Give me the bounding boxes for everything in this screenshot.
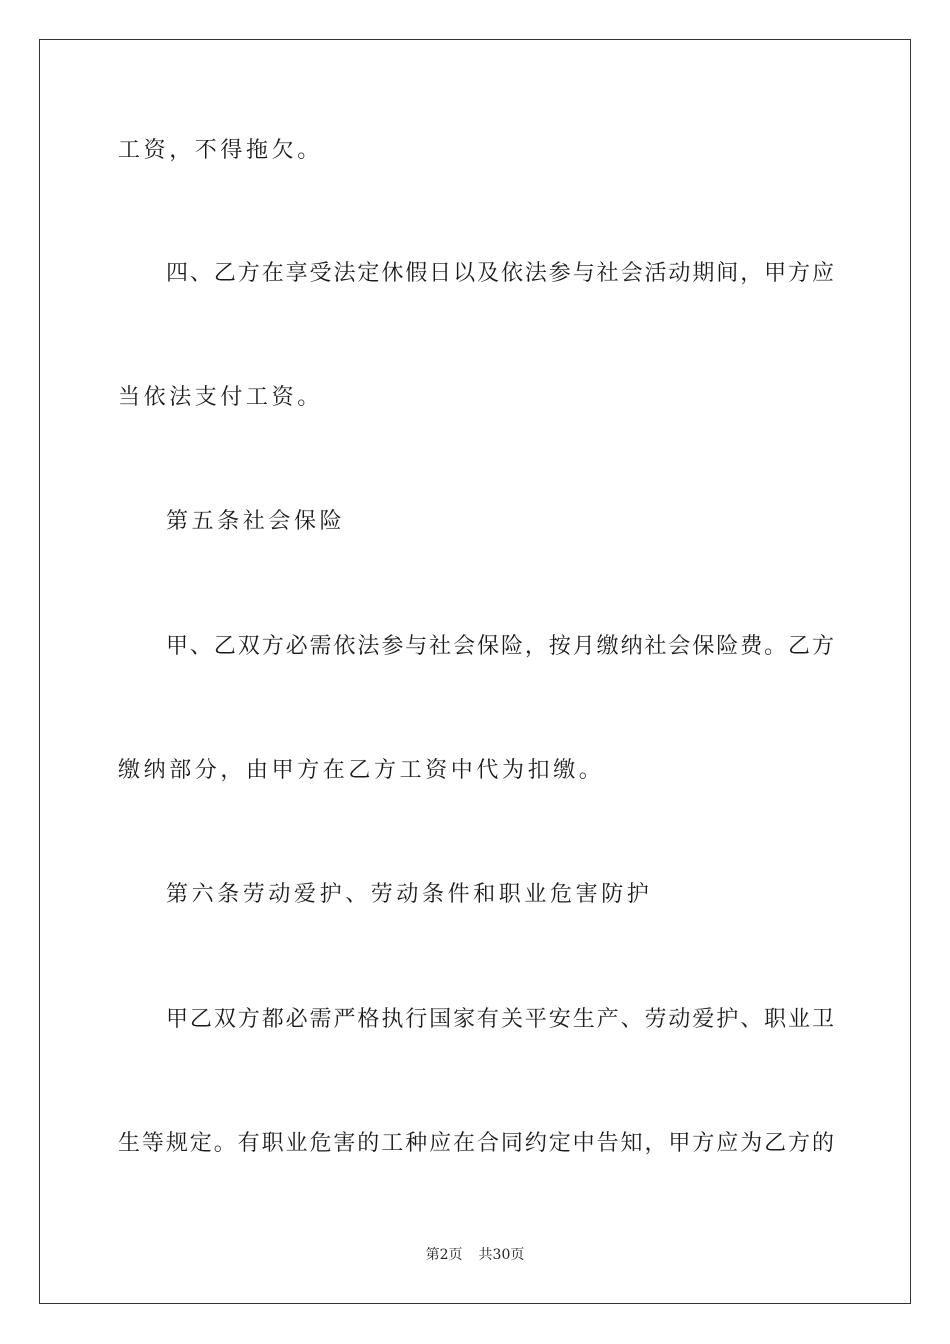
text-line-3: 当依法支付工资。 — [118, 385, 323, 410]
text-line-6: 缴纳部分，由甲方在乙方工资中代为扣缴。 — [118, 758, 605, 783]
text-line-2: 四、乙方在享受法定休假日以及依法参与社会活动期间，甲方应 — [166, 261, 834, 286]
text-line-5: 甲、乙双方必需依法参与社会保险，按月缴纳社会保险费。乙方 — [166, 634, 834, 659]
text-line-1: 工资，不得拖欠。 — [118, 138, 323, 163]
page-border — [39, 39, 911, 1304]
text-line-9: 生等规定。有职业危害的工种应在合同约定中告知，甲方应为乙方的 — [118, 1131, 834, 1156]
section-heading-5: 第五条社会保险 — [166, 509, 346, 534]
page-footer — [0, 1246, 950, 1264]
page-number: 第2页 — [425, 1247, 463, 1263]
text-line-8: 甲乙双方都必需严格执行国家有关平安生产、劳动爱护、职业卫 — [166, 1007, 834, 1032]
page-total: 共30页 — [478, 1247, 525, 1263]
section-heading-6: 第六条劳动爱护、劳动条件和职业危害防护 — [166, 882, 653, 907]
